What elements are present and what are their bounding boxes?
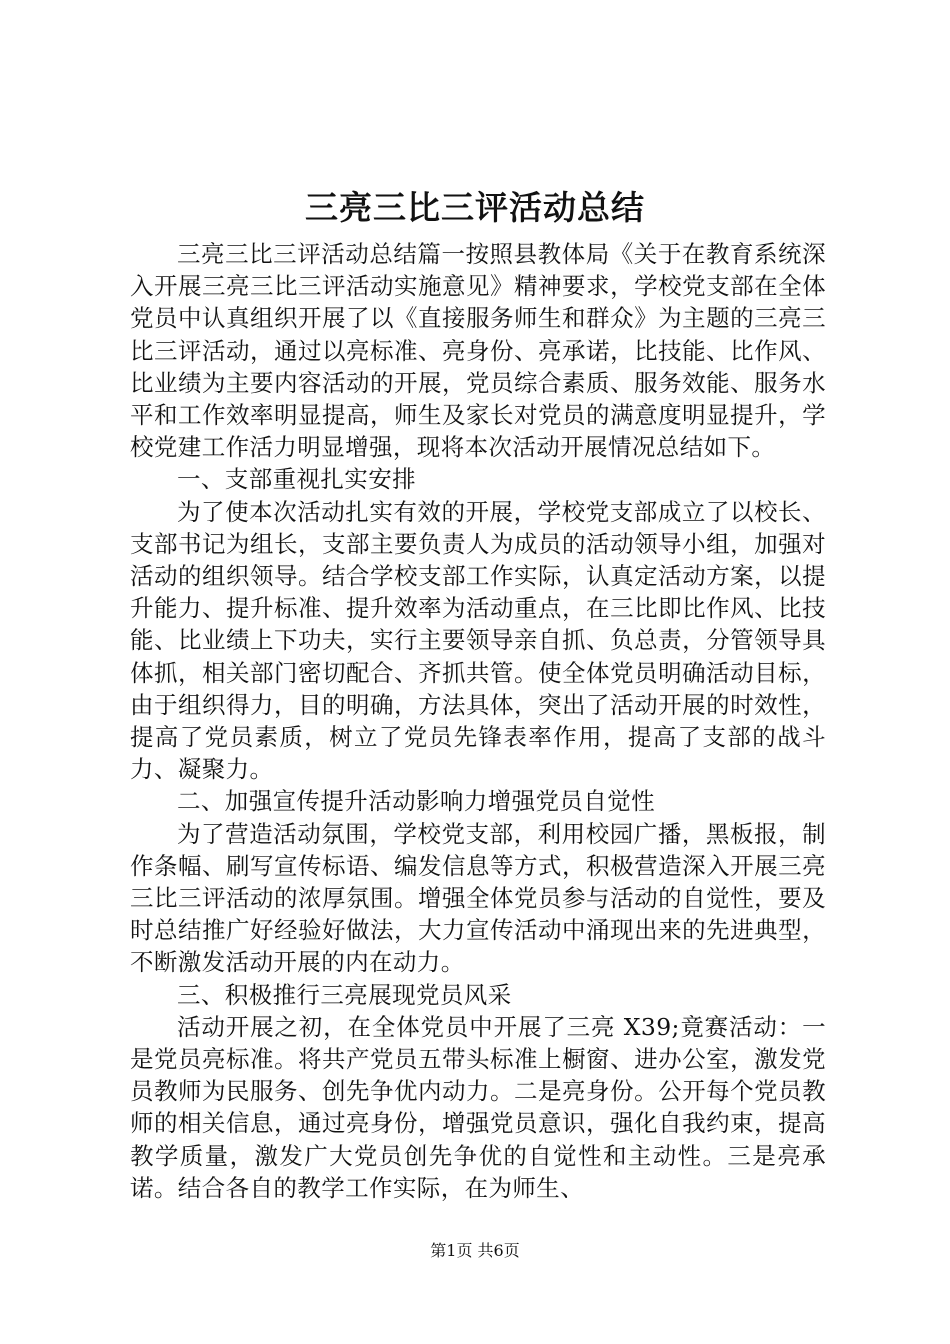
paragraph-section-1: 为了使本次活动扎实有效的开展，学校党支部成立了以校长、支部书记为组长，支部主要负责人为成员的活动领导小组，加强对活动的组织领导。结合学校支部工作实际，认真定活动方案，以提升能力、提升标准、提升效率为活动重点，在三比即比作风、比技能、比业绩上下功夫，实行主要领导亲自抓、负总责，分管领导具体抓，相关部门密切配合、齐抓共管。使全体党员明确活动目标，由于组织得力，目的明确，方法具体，突出了活动开展的时效性，提高了党员素质，树立了党员先锋表率作用，提高了支部的战斗力、凝聚力。 <box>130 497 826 784</box>
section-heading-3: 三、积极推行三亮展现党员风采 <box>177 980 512 1009</box>
paragraph-section-2: 为了营造活动氛围，学校党支部，利用校园广播，黑板报，制作条幅、刷写宣传标语、编发信息等方式，积极营造深入开展三亮三比三评活动的浓厚氛围。增强全体党员参与活动的自觉性，要及时总结推广好经验好做法，大力宣传活动中涌现出来的先进典型，不断激发活动开展的内在动力。 <box>130 819 826 977</box>
document-title: 三亮三比三评活动总结 <box>305 188 645 227</box>
paragraph-intro: 三亮三比三评活动总结篇一按照县教体局《关于在教育系统深入开展三亮三比三评活动实施意见》精神要求，学校党支部在全体党员中认真组织开展了以《直接服务师生和群众》为主题的三亮三比三评活动，通过以亮标准、亮身份、亮承诺，比技能、比作风、比业绩为主要内容活动的开展，党员综合素质、服务效能、服务水平和工作效率明显提高，师生及家长对党员的满意度明显提升，学校党建工作活力明显增强，现将本次活动开展情况总结如下。 <box>130 240 826 462</box>
section-heading-2: 二、加强宣传提升活动影响力增强党员自觉性 <box>177 787 655 816</box>
document-body <box>130 238 826 1204</box>
section-heading-1: 一、支部重视扎实安排 <box>177 465 416 494</box>
paragraph-section-3: 活动开展之初，在全体党员中开展了三亮 X39;竟赛活动：一是党员亮标准。将共产党员五带头标准上橱窗、进办公室，激发党员教师为民服务、创先争优内动力。二是亮身份。公开每个党员教师的相关信息，通过亮身份，增强党员意识，强化自我约束，提高教学质量，激发广大党员创先争优的自觉性和主动性。三是亮承诺。结合各自的教学工作实际，在为师生、 <box>130 1012 826 1202</box>
page-footer: 第1页 共6页 <box>430 1241 520 1260</box>
